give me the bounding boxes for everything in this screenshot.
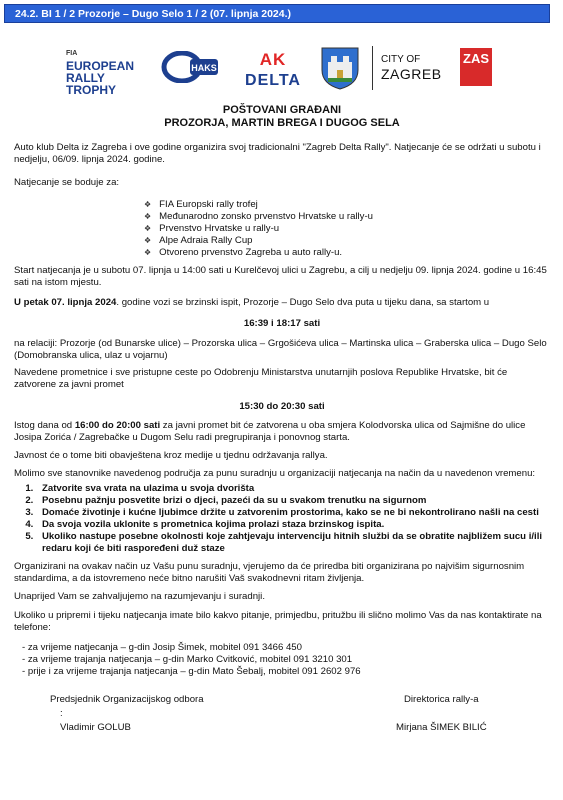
list-item: 2. Posebnu pažnju posvetite brizi o djeci, pazeći da su u svakom trenutku na sigurnom	[36, 495, 550, 507]
list-item: - prije i za vrijeme trajanja natjecanja – g-din Mato Šebalj, mobitel 091 2602 976	[22, 665, 361, 677]
organizers-paragraph: Organizirani na ovakav način uz Vašu punu suradnju, vjerujemo da će priredba biti organizirana po najvišim sigurnosnim standardima, a da istovremeno neće bitno narušiti Vaš svakodnevni ritam življenja.	[14, 561, 525, 584]
list-item: ❖ Otvoreno prvenstvo Zagreba u auto rally-u.	[144, 247, 550, 259]
media-line: Javnost će o tome biti obavještena kroz medije u tjednu održavanja rallya.	[14, 449, 328, 461]
contact-list	[22, 642, 550, 678]
boduje-line: Natjecanje se boduje za:	[14, 177, 120, 189]
list-item: ❖ FIA Europski rally trofej	[144, 199, 550, 211]
list-item: - za vrijeme natjecanja – g-din Josip Šimek, mobitel 091 3466 450	[22, 641, 302, 653]
list-item: ❖ Međunarodno zonsko prvenstvo Hrvatske u rally-u	[144, 211, 550, 223]
list-item: 4. Da svoja vozila uklonite s prometnica kojima prolazi staza brzinskog ispita.	[36, 519, 550, 531]
city-of-zagreb-logo: CITY OF ZAGREB	[372, 46, 457, 90]
letter-body	[14, 104, 550, 678]
friday-paragraph: U petak 07. lipnja 2024. godine vozi se brzinski ispit, Prozorje – Dugo Selo dva puta u tijeku dana, sa startom u	[14, 296, 490, 308]
list-item: 5. Ukoliko nastupe posebne okolnosti koje zahtjevaju intervenciju hitnih službi da se obratite najbližem sucu i/ili redaru koji će biti raspoređeni duž staze	[36, 531, 550, 555]
director-title: Direktorica rally-a	[404, 694, 479, 705]
closure-paragraph: Navedene prometnice i sve pristupne ceste po Odobrenju Ministarstva unutarnjih poslova Republike Hrvatske, bit će zatvorene za javni promet	[14, 367, 508, 391]
zagreb-coat-of-arms	[320, 46, 360, 90]
list-item: ❖ Alpe Adraia Rally Cup	[144, 235, 550, 247]
same-day-paragraph: Istog dana od 16:00 do 20:00 sati za javni promet bit će zatvorena u oba smjera Kolodvorska ulica od Sajmišne do ulice Josipa Zorića / Zagrebačke u Dugom Selu radi pregrupiranja i ponovnog starta.	[14, 420, 526, 444]
contact-intro: Ukoliko u pripremi i tijeku natjecanja imate bilo kakvo pitanje, primjedbu, pritužbu ili slično molimo Vas da nas kontaktirate na telefone:	[14, 610, 542, 634]
stage-times: 16:39 i 18:17 sati	[243, 318, 321, 330]
zas-logo: ZAS	[460, 48, 492, 86]
list-item: 1. Zatvorite sva vrata na ulazima u svoja dvorišta	[36, 483, 550, 495]
president-name: Vladimir GOLUB	[60, 722, 131, 733]
haks-logo	[160, 51, 220, 83]
svg-text:HAKS: HAKS	[191, 63, 217, 73]
safety-rules-list	[36, 483, 550, 555]
list-item: ❖ Prvenstvo Hrvatske u rally-u	[144, 223, 550, 235]
list-item: - za vrijeme trajanja natjecanja – g-din Marko Cvitković, mobitel 091 3210 301	[22, 653, 353, 665]
list-item: 3. Domaće životinje i kućne ljubimce držite u zatvorenim prostorima, kako se ne bi nekontrolirano našli na cesti	[36, 507, 550, 519]
heading-line-2: PROZORJA, MARTIN BREGA I DUGOG SELA	[164, 117, 400, 129]
document-header-bar: 24.2. BI 1 / 2 Prozorje – Dugo Selo 1 / 2 (07. lipnja 2024.)	[4, 4, 550, 23]
route-paragraph: na relaciji: Prozorje (od Bunarske ulice) – Prozorska ulica – Grgošićeva ulica – Martinska ulica – Graberska ulica – Dugo Selo (Domobranska ulica, ulaz u vojarnu)	[14, 337, 547, 361]
signature-colon: :	[60, 708, 63, 719]
european-rally-trophy-logo: FIA EUROPEAN RALLY TROPHY	[66, 50, 135, 97]
ak-delta-logo: AK DELTA	[245, 50, 301, 89]
championship-list	[144, 199, 550, 259]
closure-times: 15:30 do 20:30 sati	[239, 400, 325, 412]
request-line: Molimo sve stanovnike navedenog područja za punu suradnju u organizaciji natjecanja na način da u navedenon vremenu:	[14, 467, 536, 479]
start-paragraph: Start natjecanja je u subotu 07. lipnja u 14:00 sati u Kurelčevoj ulici u Zagrebu, a cilj u nedjelju 09. lipnja 2024. godine u 16:45 sati na istom mjestu.	[14, 265, 547, 288]
president-title: Predsjednik Organizacijskog odbora	[50, 694, 204, 705]
logo-row	[0, 42, 563, 100]
heading-line-1: POŠTOVANI GRAĐANI	[222, 104, 342, 116]
thanks-line: Unaprijed Vam se zahvaljujemo na razumjevanju i suradnji.	[14, 590, 265, 602]
intro-paragraph: Auto klub Delta iz Zagreba i ove godine organizira svoj tradicionalni "Zagreb Delta Rally". Natjecanje će se održati u subotu i nedjelju, 06/09. lipnja 2024. godine.	[14, 142, 541, 165]
director-name: Mirjana ŠIMEK BILIĆ	[396, 722, 487, 733]
